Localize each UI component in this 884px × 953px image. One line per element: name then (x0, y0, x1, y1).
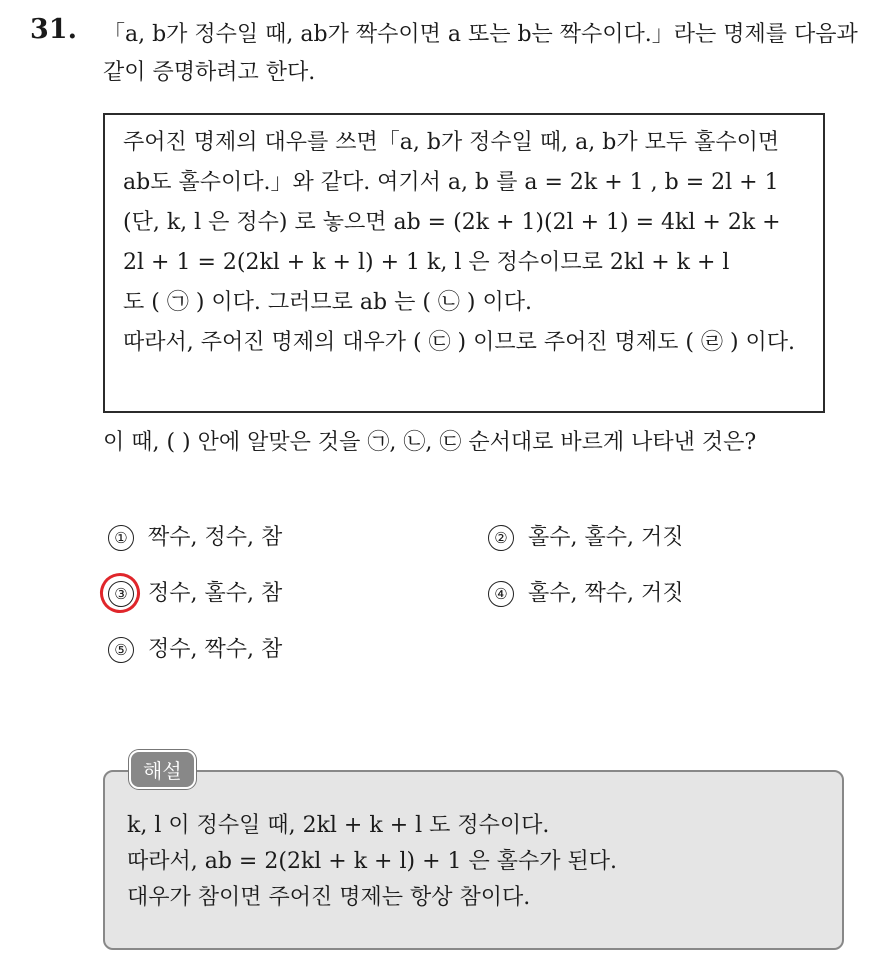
choice-number: ⑤ (108, 637, 134, 663)
explanation-line: 따라서, ab = 2(2kl + k + l) + 1 은 홀수가 된다. (127, 849, 617, 874)
choice-text: 정수, 홀수, 참 (148, 581, 283, 606)
question-number: 31. (30, 14, 77, 45)
choice-text: 정수, 짝수, 참 (148, 637, 283, 662)
choice-5[interactable] (108, 630, 282, 670)
choice-number: ④ (488, 581, 514, 607)
choice-number: ③ (108, 581, 134, 607)
question-stem: 「a, b가 정수일 때, ab가 짝수이면 a 또는 b는 짝수이다.」라는 명제를 다음과 같이 증명하려고 한다. (103, 22, 858, 85)
choice-text: 홀수, 짝수, 거짓 (528, 581, 684, 606)
proof-paragraph: 따라서, 주어진 명제의 대우가 ( ㉢ ) 이므로 주어진 명제도 ( ㉣ ) 이다. (123, 330, 796, 355)
question-prompt: 이 때, ( ) 안에 알맞은 것을 ㉠, ㉡, ㉢ 순서대로 바르게 나타낸 것은? (103, 430, 757, 455)
choice-3[interactable] (108, 574, 282, 614)
proof-paragraph: 주어진 명제의 대우를 쓰면「a, b가 정수일 때, a, b가 모두 홀수이면 ab도 홀수이다.」와 같다. 여기서 a, b 를 a = 2k + 1 , b = 2l + 1 (단, k, l 은 정수) 로 놓으면 ab = (2k + 1)(2l + 1) = 4kl + 2k + 2l + 1 = 2(2kl + k + l) + 1 k, l 은 정수이므로 2kl + k + l (123, 130, 781, 275)
choice-1[interactable] (108, 518, 282, 558)
proof-paragraph: 도 ( ㉠ ) 이다. 그러므로 ab 는 ( ㉡ ) 이다. (123, 290, 532, 315)
proof-box (103, 113, 825, 413)
explanation-line: 대우가 참이면 주어진 명제는 항상 참이다. (127, 885, 531, 910)
explanation-label: 해설 (129, 750, 196, 789)
explanation-box (103, 770, 844, 950)
choice-number: ② (488, 525, 514, 551)
choice-number: ① (108, 525, 134, 551)
choice-text: 홀수, 홀수, 거짓 (528, 525, 684, 550)
explanation-line: k, l 이 정수일 때, 2kl + k + l 도 정수이다. (127, 813, 550, 838)
choice-4[interactable] (488, 574, 684, 614)
choice-2[interactable] (488, 518, 684, 558)
choice-text: 짝수, 정수, 참 (148, 525, 283, 550)
